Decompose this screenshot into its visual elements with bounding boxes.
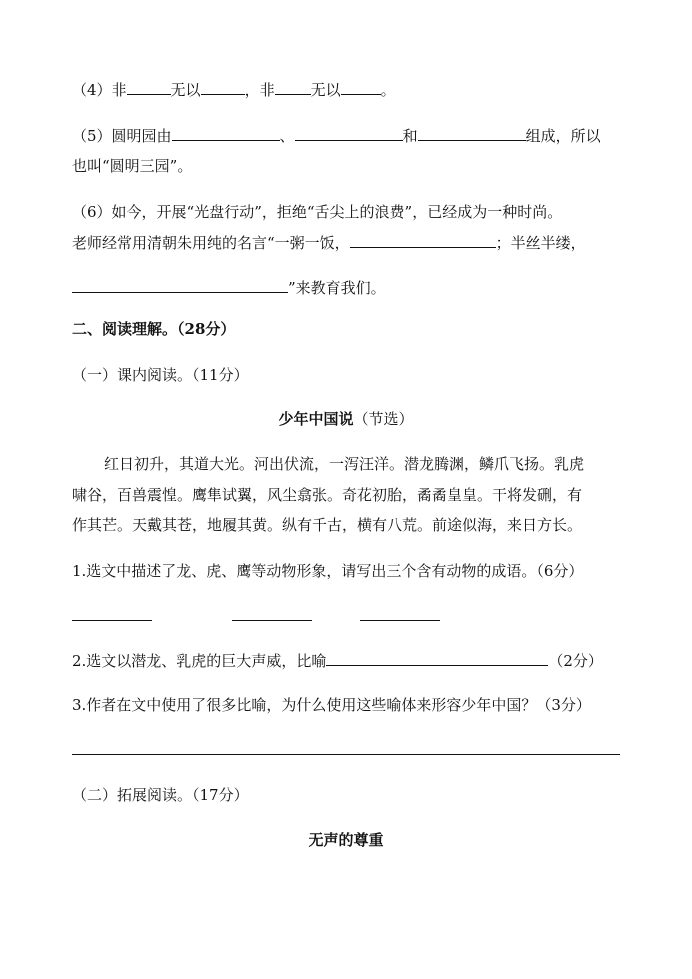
passage-line: 作其芒。天戴其苍，地履其黄。纵有千古，横有八荒。前途似海，来日方长。 — [72, 516, 583, 534]
section-2-title: 二、阅读理解。（28分） — [72, 320, 236, 338]
part-1-title: （一）课内阅读。（11分） — [72, 366, 249, 384]
q4-text-3: ，非 — [244, 81, 275, 99]
q2-text-1: 2.选文以潜龙、乳虎的巨大声威，比喻 — [72, 652, 327, 670]
answer-blank[interactable] — [172, 125, 280, 141]
answer-blank[interactable] — [326, 650, 548, 666]
q4-text-1: （4）非 — [72, 81, 127, 99]
part1-question-3: 3.作者在文中使用了很多比喻，为什么使用这些喻体来形容少年中国？（3分） — [72, 696, 591, 714]
passage-1-note: （节选） — [353, 410, 414, 428]
answer-line[interactable] — [72, 754, 620, 755]
part-2-title: （二）拓展阅读。（17分） — [72, 786, 249, 804]
q5-line-2: 也叫“圆明三园”。 — [72, 157, 193, 175]
part1-question-2 — [72, 650, 603, 671]
answer-blank[interactable] — [341, 79, 381, 95]
answer-blank[interactable] — [350, 232, 496, 248]
answer-blank[interactable] — [201, 79, 245, 95]
q5-text-3: 和 — [402, 127, 418, 145]
q5-text-1: （5）圆明园由 — [72, 127, 172, 145]
answer-line[interactable] — [360, 620, 440, 621]
passage-line: 红日初升，其道大光。河出伏流，一泻汪洋。潜龙腾渊，鳞爪飞扬。乳虎 — [104, 455, 585, 473]
q4-text-2: 无以 — [170, 81, 201, 99]
answer-line[interactable] — [232, 620, 312, 621]
answer-blank[interactable] — [127, 79, 171, 95]
q6-text-2: ；半丝半缕， — [495, 234, 586, 252]
q5-text-2: 、 — [279, 127, 295, 145]
passage-2-title: 无声的尊重 — [308, 831, 384, 849]
q6-text-3: ”来教育我们。 — [288, 279, 386, 297]
part1-question-1: 1.选文中描述了龙、虎、鹰等动物形象，请写出三个含有动物的成语。（6分） — [72, 562, 584, 580]
q5-text-4: 组成，所以 — [525, 127, 601, 145]
q4-text-4: 无以 — [310, 81, 341, 99]
q6-line-3 — [72, 277, 386, 298]
question-4 — [72, 79, 396, 100]
passage-1-title: 少年中国说 — [278, 410, 354, 428]
answer-blank[interactable] — [275, 79, 311, 95]
q4-text-5: 。 — [380, 81, 396, 99]
answer-blank[interactable] — [418, 125, 526, 141]
q6-text-1: 老师经常用清朝朱用纯的名言“一粥一饭， — [72, 234, 350, 252]
passage-line: 啸谷，百兽震惶。鹰隼试翼，风尘翕张。奇花初胎，矞矞皇皇。干将发硎，有 — [72, 486, 583, 504]
question-5 — [72, 125, 601, 146]
q2-text-2: （2分） — [548, 652, 603, 670]
q6-line-1: （6）如今，开展“光盘行动”，拒绝“舌尖上的浪费”，已经成为一种时尚。 — [72, 203, 563, 221]
q6-line-2 — [72, 232, 586, 253]
answer-line[interactable] — [72, 620, 152, 621]
answer-blank[interactable] — [295, 125, 403, 141]
passage-1-heading — [0, 409, 692, 429]
answer-blank[interactable] — [72, 277, 288, 293]
